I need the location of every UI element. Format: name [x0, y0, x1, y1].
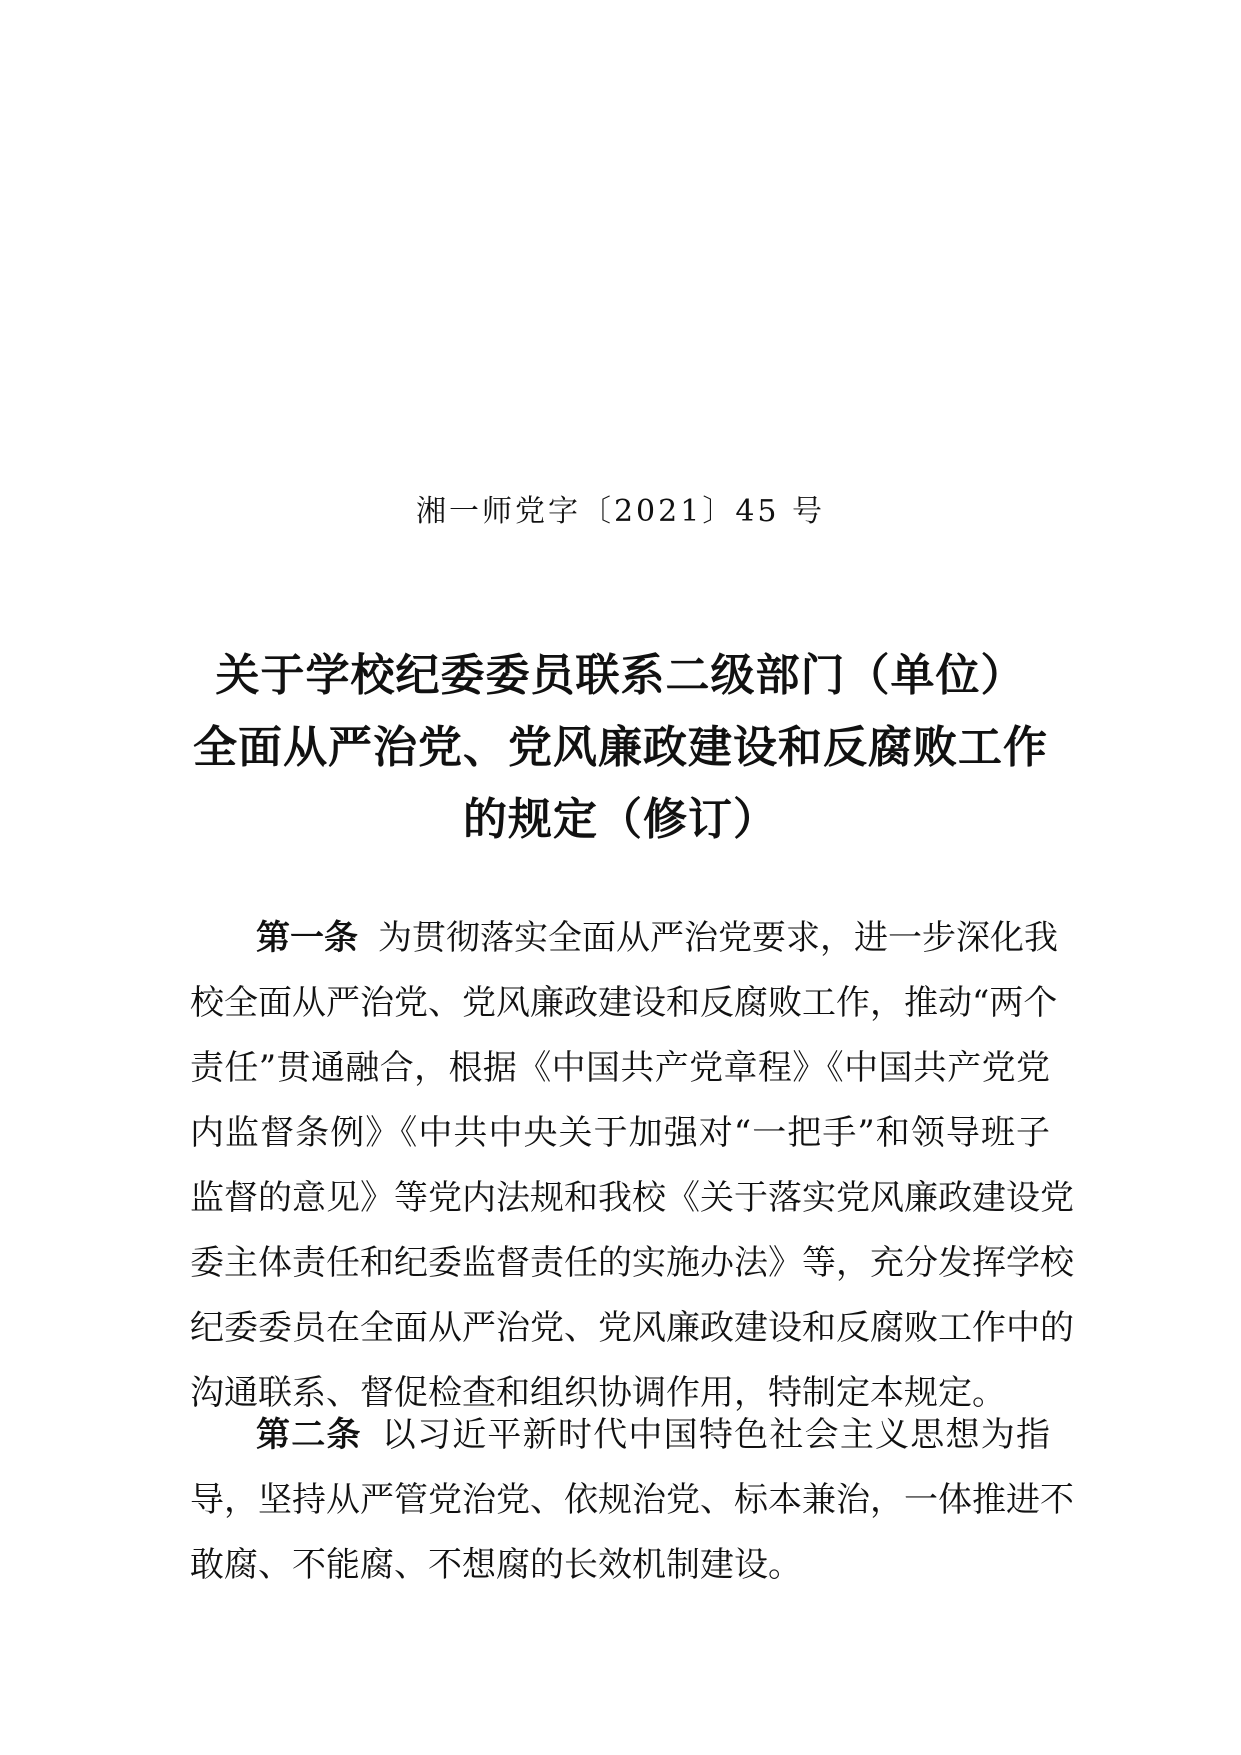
article-line: 内监督条例》《中共中央关于加强对“一把手”和领导班子 — [190, 1113, 1050, 1153]
article-line — [190, 1403, 1050, 1468]
article-line: 敢腐、不能腐、不想腐的长效机制建设。 — [190, 1545, 802, 1585]
article-line: 沟通联系、督促检查和组织协调作用，特制定本规定。 — [190, 1373, 1006, 1413]
article-line: 责任”贯通融合，根据《中国共产党章程》《中国共产党党 — [190, 1048, 1050, 1088]
article-line: 纪委委员在全面从严治党、党风廉政建设和反腐败工作中的 — [190, 1308, 1074, 1348]
document-number: 湘一师党字〔2021〕45 号 — [415, 494, 826, 529]
article-line: 校全面从严治党、党风廉政建设和反腐败工作，推动“两个 — [190, 983, 1058, 1023]
article-label: 第一条 — [256, 918, 358, 958]
article-text: 以习近平新时代中国特色社会主义思想为指 — [381, 1415, 1051, 1455]
article-label: 第二条 — [256, 1415, 362, 1455]
article-line: 监督的意见》等党内法规和我校《关于落实党风廉政建设党 — [190, 1178, 1074, 1218]
document-title — [150, 640, 1091, 856]
title-line: 全面从严治党、党风廉政建设和反腐败工作 — [193, 722, 1048, 773]
article-line: 委主体责任和纪委监督责任的实施办法》等，充分发挥学校 — [190, 1243, 1074, 1283]
article-line — [190, 906, 1058, 971]
article-2 — [190, 1403, 1074, 1598]
title-line: 的规定（修订） — [463, 794, 778, 845]
article-1 — [190, 906, 1074, 1426]
title-line: 关于学校纪委委员联系二级部门（单位） — [215, 650, 1026, 701]
article-text: 为贯彻落实全面从严治党要求，进一步深化我 — [378, 918, 1058, 958]
article-line: 导，坚持从严管党治党、依规治党、标本兼治，一体推进不 — [190, 1480, 1074, 1520]
